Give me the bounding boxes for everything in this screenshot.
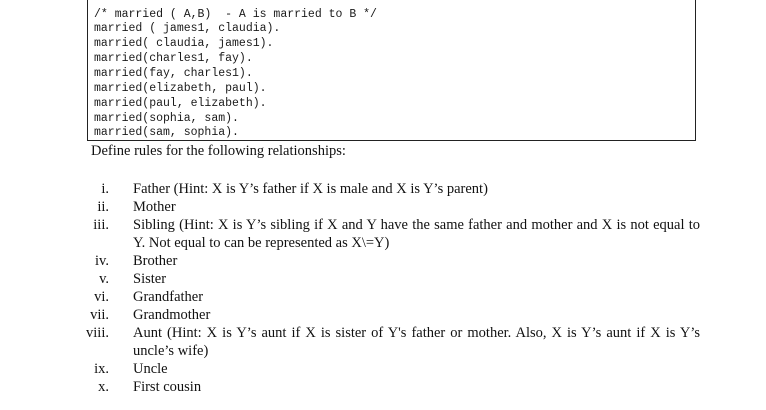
code-line: married(charles1, fay). xyxy=(94,52,253,65)
list-item-text: Sister xyxy=(133,271,167,287)
list-item-number: iv. xyxy=(95,253,109,269)
code-line: married(sam, sophia). xyxy=(94,126,239,139)
list-item-number: v. xyxy=(99,271,109,287)
code-line: married( claudia, james1). xyxy=(94,37,274,50)
list-item-text: Sibling (Hint: X is Y’s sibling if X and Y have the same father and mother and X is not equal to Y. Not equal to can be represented as X\=Y) xyxy=(133,217,700,251)
list-item-text: Mother xyxy=(133,199,176,215)
list-item-text: Aunt (Hint: X is Y’s aunt if X is sister of Y's father or mother. Also, X is Y’s aunt if X is Y’s uncle’s wife) xyxy=(133,325,700,359)
list-item-text: Grandfather xyxy=(133,289,204,305)
list-item-number: iii. xyxy=(93,217,109,233)
code-comment-line: /* married ( A,B) - A is married to B */ xyxy=(94,8,377,21)
code-box xyxy=(87,0,696,141)
list-item-number: ix. xyxy=(94,361,109,377)
list-item-number: viii. xyxy=(86,325,109,341)
code-line: married(elizabeth, paul). xyxy=(94,82,267,95)
code-line: married(paul, elizabeth). xyxy=(94,97,267,110)
code-line: married(fay, charles1). xyxy=(94,67,253,80)
list-item-number: i. xyxy=(101,181,109,197)
list-item-number: vi. xyxy=(94,289,109,305)
list-item-text: First cousin xyxy=(133,379,202,395)
list-item-text: Grandmother xyxy=(133,307,211,323)
list-item-text: Uncle xyxy=(133,361,168,377)
list-item-text: Brother xyxy=(133,253,178,269)
list-item-number: vii. xyxy=(90,307,109,323)
code-line: married ( james1, claudia). xyxy=(94,22,281,35)
list-item-text: Father (Hint: X is Y’s father if X is male and X is Y’s parent) xyxy=(133,181,488,197)
list-item-number: ii. xyxy=(97,199,109,215)
list-item-number: x. xyxy=(98,379,109,395)
code-line: married(sophia, sam). xyxy=(94,112,239,125)
instructions-heading: Define rules for the following relationships: xyxy=(91,143,346,159)
